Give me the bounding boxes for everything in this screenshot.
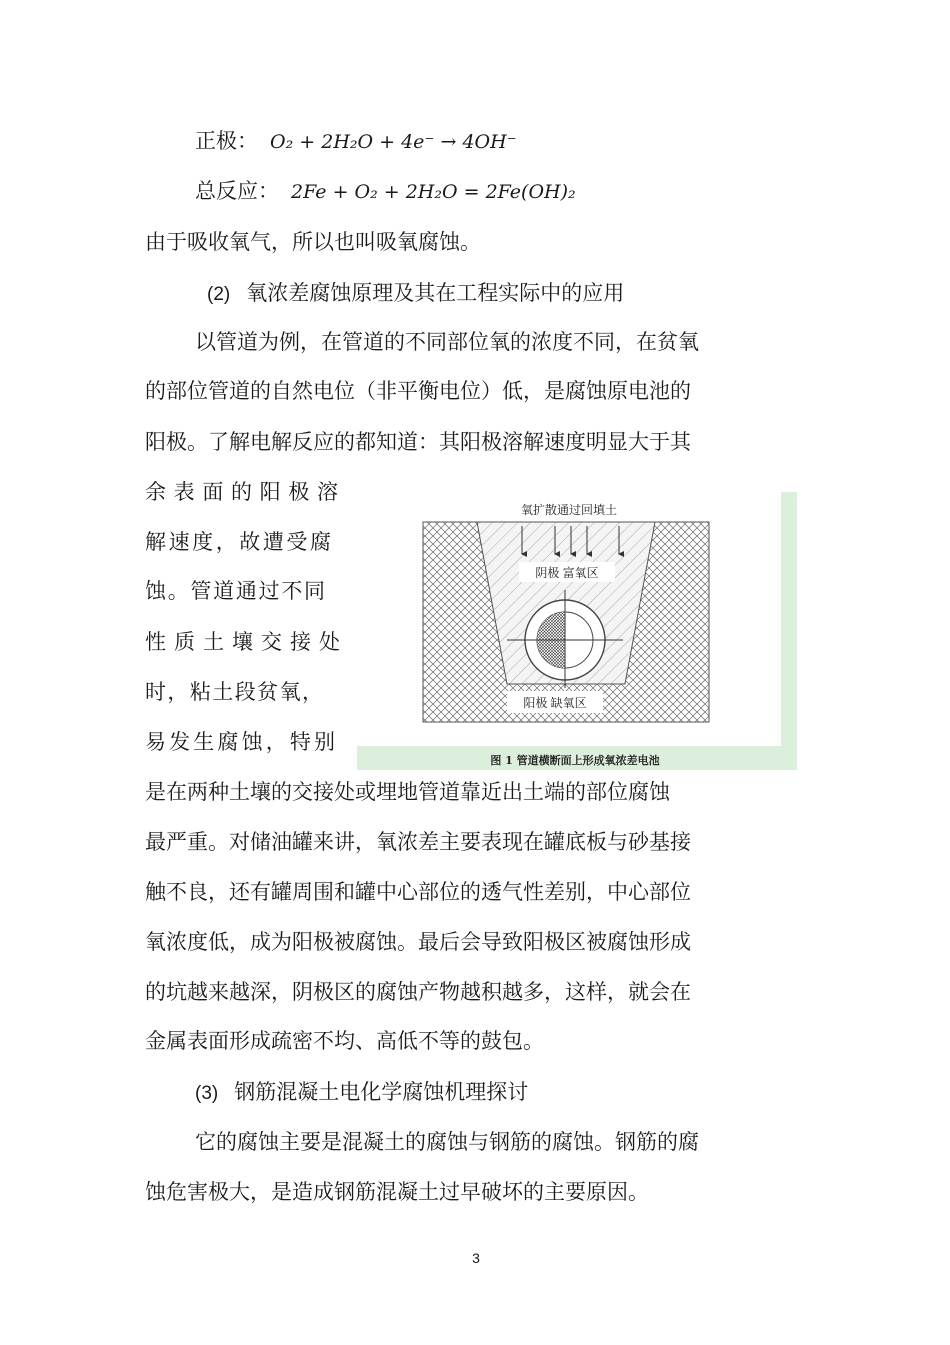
absorb-oxygen-line: 由于吸收氧气，所以也叫吸氧腐蚀。	[145, 230, 481, 254]
heading-number: (2)	[207, 284, 231, 305]
wrapped-line: 性质土壤交接处	[145, 630, 340, 654]
paragraph-line: 以管道为例，在管道的不同部位氧的浓度不同，在贫氧	[195, 330, 699, 354]
oxygen-diffusion-label: 氧扩散通过回填土	[520, 503, 618, 517]
positive-formula: O₂ + 2H₂O + 4e⁻ → 4OH⁻	[270, 131, 517, 153]
section-heading-3	[195, 1080, 528, 1106]
total-reaction-equation	[195, 179, 576, 204]
wrapped-line: 蚀。管道通过不同	[145, 579, 325, 603]
cathode-label: 阴极 富氧区	[535, 566, 599, 580]
positive-label: 正极：	[195, 129, 258, 153]
wrapped-line: 解速度，故遭受腐	[145, 530, 331, 554]
heading-number: (3)	[195, 1083, 219, 1104]
pipe-cross-section-figure	[357, 492, 797, 770]
paragraph-line: 是在两种土壤的交接处或埋地管道靠近出土端的部位腐蚀	[145, 780, 670, 804]
section-heading-2	[207, 281, 624, 307]
positive-electrode-equation	[195, 129, 517, 154]
heading-text: 氧浓差腐蚀原理及其在工程实际中的应用	[246, 281, 625, 305]
page-number: 3	[472, 1250, 480, 1266]
paragraph-line: 氧浓度低，成为阳极被腐蚀。最后会导致阳极区被腐蚀形成	[145, 930, 691, 954]
paragraph-line: 最严重。对储油罐来讲，氧浓差主要表现在罐底板与砂基接	[145, 830, 691, 854]
paragraph-line: 金属表面形成疏密不均、高低不等的鼓包。	[145, 1029, 544, 1053]
heading-text: 钢筋混凝土电化学腐蚀机理探讨	[234, 1080, 529, 1104]
paragraph-line: 蚀危害极大，是造成钢筋混凝土过早破坏的主要原因。	[145, 1180, 649, 1204]
anode-label: 阳极 缺氧区	[523, 696, 587, 710]
wrapped-line: 时，粘土段贫氧，	[145, 680, 323, 704]
figure-border-bar	[781, 492, 797, 770]
paragraph-line: 阳极。了解电解反应的都知道：其阳极溶解速度明显大于其	[145, 430, 691, 454]
figure-caption: 图 1 管道横断面上形成氧浓差电池	[490, 754, 660, 767]
total-formula: 2Fe + O₂ + 2H₂O = 2Fe(OH)₂	[291, 181, 576, 203]
wrapped-line: 余表面的阳极溶	[145, 480, 338, 504]
paragraph-line: 它的腐蚀主要是混凝土的腐蚀与钢筋的腐蚀。钢筋的腐	[195, 1130, 699, 1154]
figure-diagram	[357, 492, 797, 770]
paragraph-line: 的部位管道的自然电位（非平衡电位）低，是腐蚀原电池的	[145, 379, 691, 403]
paragraph-line: 触不良，还有罐周围和罐中心部位的透气性差别，中心部位	[145, 880, 691, 904]
paragraph-line: 的坑越来越深，阴极区的腐蚀产物越积越多，这样，就会在	[145, 980, 691, 1004]
wrapped-line: 易发生腐蚀，特别	[145, 730, 335, 754]
total-label: 总反应：	[195, 179, 279, 203]
